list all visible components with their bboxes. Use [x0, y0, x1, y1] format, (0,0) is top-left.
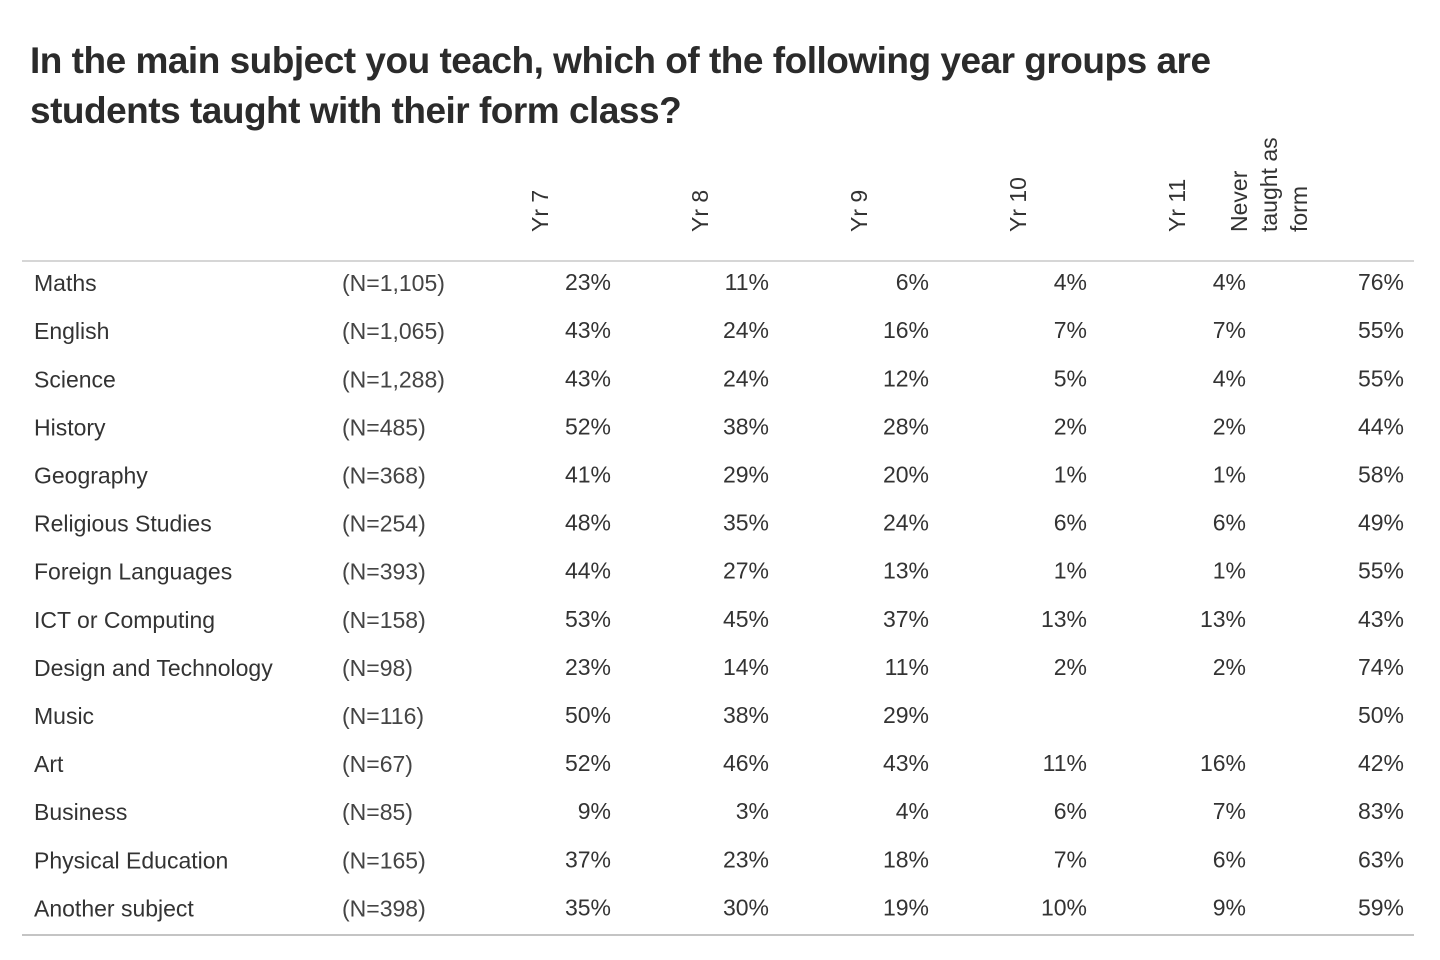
cell-value: 44% [1357, 413, 1404, 440]
cell-value: 55% [1357, 317, 1404, 344]
column-header-line: Yr 7 [527, 189, 553, 232]
cell-value: 50% [1357, 701, 1404, 728]
cell-value: 29% [882, 701, 929, 728]
cell-value: 50% [564, 701, 611, 728]
row-sample-size: (N=398) [342, 895, 426, 922]
column-header-line: Yr 9 [846, 189, 872, 232]
chart-title: In the main subject you teach, which of the following year groups are students taught with their form class? [30, 40, 1211, 131]
cell-value: 23% [564, 269, 611, 296]
cell-value: 18% [882, 846, 929, 873]
row-subject-label: Music [34, 702, 95, 729]
cell-value: 43% [564, 365, 611, 392]
cell-value: 49% [1357, 509, 1404, 536]
column-header-1 [687, 190, 713, 232]
table-row [34, 269, 1404, 296]
cell-value: 10% [1040, 894, 1087, 921]
table-row [34, 558, 1404, 585]
cell-value: 13% [1040, 605, 1087, 632]
cell-value: 55% [1357, 365, 1404, 392]
row-sample-size: (N=85) [342, 799, 413, 826]
table-row [34, 702, 1404, 729]
cell-value: 44% [564, 557, 611, 584]
cell-value: 20% [882, 461, 929, 488]
cell-value: 43% [1357, 605, 1404, 632]
cell-value: 1% [1053, 557, 1087, 584]
cell-value: 2% [1212, 653, 1246, 680]
column-headers [527, 137, 1312, 232]
cell-value: 59% [1357, 894, 1404, 921]
row-subject-label: Religious Studies [34, 510, 212, 537]
cell-value: 6% [1053, 798, 1087, 825]
cell-value: 16% [1199, 750, 1246, 777]
row-subject-label: Science [34, 366, 116, 393]
cell-value: 63% [1357, 846, 1404, 873]
cell-value: 45% [722, 605, 769, 632]
column-header-3 [1005, 177, 1031, 232]
row-sample-size: (N=1,105) [342, 270, 445, 297]
cell-value: 46% [722, 750, 769, 777]
cell-value: 4% [895, 798, 929, 825]
cell-value: 23% [722, 846, 769, 873]
cell-value: 11% [884, 653, 929, 680]
cell-value: 23% [564, 653, 611, 680]
row-subject-label: Another subject [34, 895, 194, 922]
column-header-5 [1226, 137, 1312, 232]
cell-value: 2% [1053, 413, 1087, 440]
cell-value: 13% [1199, 605, 1246, 632]
cell-value: 12% [882, 365, 929, 392]
cell-value: 19% [882, 894, 929, 921]
row-subject-label: Maths [34, 270, 97, 297]
cell-value: 1% [1212, 461, 1246, 488]
table-row [34, 846, 1404, 873]
column-header-2 [846, 190, 872, 232]
row-subject-label: Geography [34, 462, 148, 489]
cell-value: 1% [1212, 557, 1246, 584]
cell-value: 24% [882, 509, 929, 536]
cell-value: 6% [1212, 846, 1246, 873]
cell-value: 13% [882, 557, 929, 584]
row-sample-size: (N=165) [342, 847, 426, 874]
row-subject-label: History [34, 414, 106, 441]
cell-value: 6% [895, 269, 929, 296]
row-sample-size: (N=116) [342, 702, 425, 729]
cell-value: 7% [1212, 798, 1246, 825]
cell-value: 42% [1357, 750, 1404, 777]
column-header-line: Yr 10 [1005, 177, 1031, 232]
cell-value: 11% [1042, 750, 1087, 777]
cell-value: 52% [564, 750, 611, 777]
cell-value: 1% [1053, 461, 1087, 488]
row-subject-label: English [34, 318, 110, 345]
cell-value: 30% [722, 894, 769, 921]
cell-value: 74% [1357, 653, 1404, 680]
table-row [34, 413, 1404, 440]
cell-value: 4% [1212, 269, 1246, 296]
cell-value: 7% [1212, 317, 1246, 344]
column-header-4 [1164, 179, 1190, 232]
column-header-line: taught as [1256, 137, 1282, 232]
cell-value: 2% [1053, 653, 1087, 680]
cell-value: 37% [564, 846, 611, 873]
row-sample-size: (N=393) [342, 558, 426, 585]
table-row [34, 798, 1404, 825]
table-row [34, 654, 1404, 681]
column-header-line: Yr 11 [1164, 178, 1190, 232]
table-row [34, 510, 1404, 537]
cell-value: 35% [722, 509, 769, 536]
cell-value: 7% [1053, 846, 1087, 873]
cell-value: 5% [1053, 365, 1087, 392]
cell-value: 24% [722, 365, 769, 392]
cell-value: 9% [1212, 894, 1246, 921]
cell-value: 38% [722, 413, 769, 440]
table-row [34, 606, 1404, 633]
table-row [34, 750, 1404, 777]
cell-value: 16% [882, 317, 929, 344]
row-sample-size: (N=1,288) [342, 366, 445, 393]
row-subject-label: Foreign Languages [34, 558, 233, 585]
cell-value: 11% [724, 269, 769, 296]
row-subject-label: Design and Technology [34, 654, 273, 681]
cell-value: 9% [577, 798, 611, 825]
cell-value: 37% [882, 605, 929, 632]
cell-value: 3% [735, 798, 769, 825]
column-header-line: form [1286, 186, 1312, 232]
column-header-0 [527, 190, 553, 232]
row-subject-label: Art [34, 751, 64, 778]
cell-value: 38% [722, 701, 769, 728]
cell-value: 76% [1357, 269, 1404, 296]
row-sample-size: (N=254) [342, 510, 426, 537]
table-body [34, 269, 1404, 921]
cell-value: 35% [564, 894, 611, 921]
row-sample-size: (N=158) [342, 606, 426, 633]
row-sample-size: (N=1,065) [342, 318, 445, 345]
cell-value: 83% [1357, 798, 1404, 825]
cell-value: 53% [564, 605, 611, 632]
cell-value: 55% [1357, 557, 1404, 584]
cell-value: 6% [1053, 509, 1087, 536]
row-subject-label: ICT or Computing [34, 606, 216, 633]
cell-value: 58% [1357, 461, 1404, 488]
row-sample-size: (N=485) [342, 414, 426, 441]
column-header-line: Never [1226, 170, 1252, 232]
cell-value: 4% [1053, 269, 1087, 296]
row-subject-label: Business [34, 799, 128, 826]
cell-value: 41% [564, 461, 611, 488]
row-subject-label: Physical Education [34, 847, 229, 874]
row-sample-size: (N=67) [342, 751, 413, 778]
cell-value: 24% [722, 317, 769, 344]
cell-value: 6% [1212, 509, 1246, 536]
cell-value: 27% [722, 557, 769, 584]
cell-value: 43% [882, 750, 929, 777]
cell-value: 4% [1212, 365, 1246, 392]
row-sample-size: (N=368) [342, 462, 426, 489]
row-sample-size: (N=98) [342, 654, 413, 681]
cell-value: 14% [722, 653, 769, 680]
cell-value: 2% [1212, 413, 1246, 440]
table-row [34, 894, 1404, 921]
cell-value: 52% [564, 413, 611, 440]
cell-value: 48% [564, 509, 611, 536]
column-header-line: Yr 8 [687, 189, 713, 232]
cell-value: 7% [1053, 317, 1087, 344]
table-row [34, 461, 1404, 488]
table-row [34, 317, 1404, 344]
cell-value: 28% [882, 413, 929, 440]
cell-value: 43% [564, 317, 611, 344]
cell-value: 29% [722, 461, 769, 488]
table-row [34, 365, 1404, 392]
